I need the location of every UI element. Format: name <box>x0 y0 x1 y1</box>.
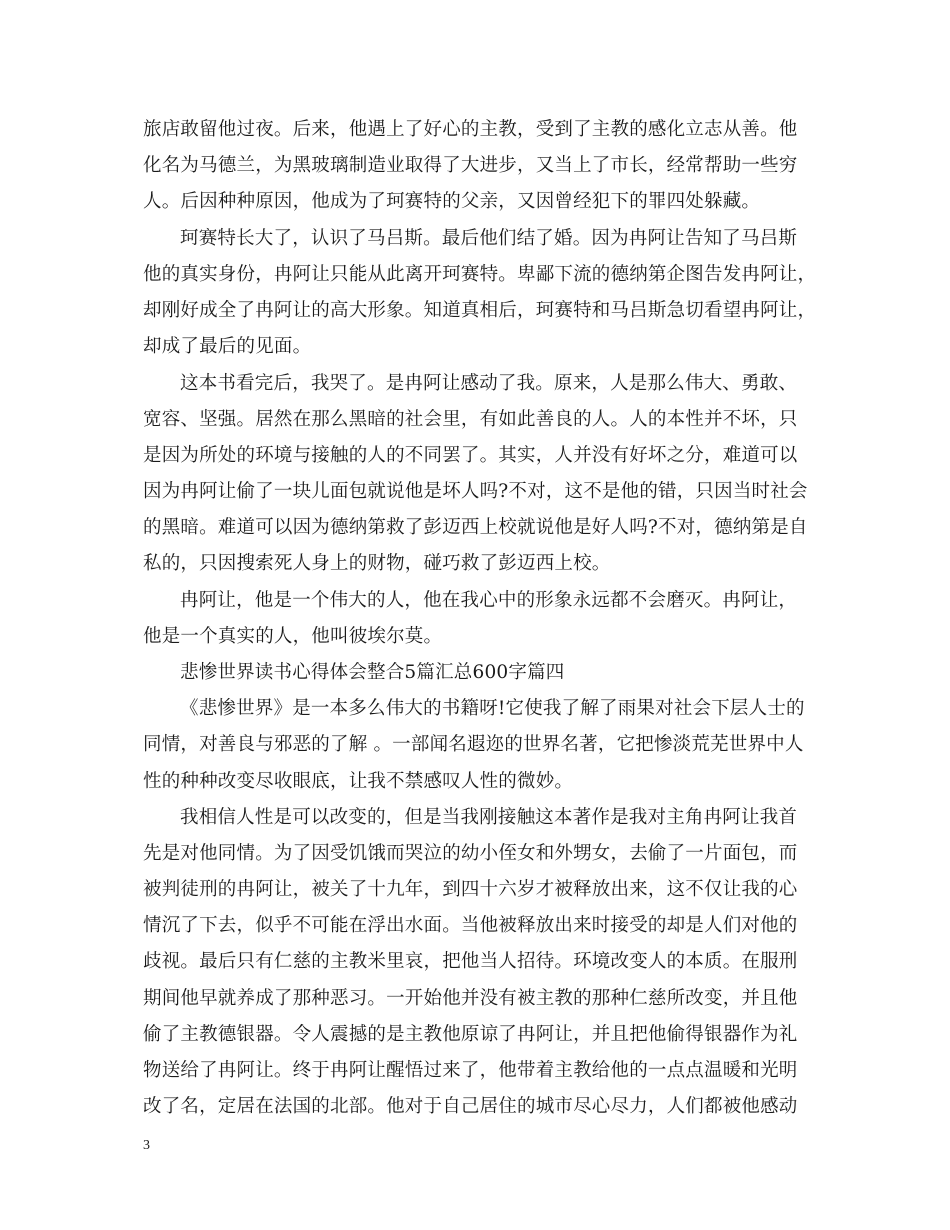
text-line: 是因为所处的环境与接触的人的不同罢了。其实，人并没有好坏之分，难道可以 <box>143 445 798 466</box>
text-line: 宽容、坚强。居然在那么黑暗的社会里，有如此善良的人。人的本性并不坏，只 <box>143 409 798 430</box>
text-line: 他的真实身份，冉阿让只能从此离开珂赛特。卑鄙下流的德纳第企图告发冉阿让， <box>143 264 817 285</box>
text-line: 偷了主教德银器。令人震撼的是主教他原谅了冉阿让，并且把他偷得银器作为礼 <box>143 1024 798 1045</box>
text-line: 旅店敢留他过夜。后来，他遇上了好心的主教，受到了主教的感化立志从善。他 <box>143 119 798 140</box>
paragraph-first-line: 我相信人性是可以改变的，但是当我刚接触这本著作是我对主角冉阿让我首 <box>180 807 798 828</box>
text-line: 却刚好成全了冉阿让的高大形象。知道真相后，珂赛特和马吕斯急切看望冉阿让， <box>143 300 817 321</box>
text-line: 性的种种改变尽收眼底，让我不禁感叹人性的微妙。 <box>143 771 574 792</box>
text-line: 被判徒刑的冉阿让，被关了十九年，到四十六岁才被释放出来，这不仅让我的心 <box>143 879 798 900</box>
text-line: 人。后因种种原因，他成为了珂赛特的父亲，又因曾经犯下的罪四处躲藏。 <box>143 191 761 212</box>
text-line: 先是对他同情。为了因受饥饿而哭泣的幼小侄女和外甥女，去偷了一片面包，而 <box>143 843 798 864</box>
text-line: 因为冉阿让偷了一块儿面包就说他是坏人吗?不对，这不是他的错，只因当时社会 <box>143 481 808 502</box>
paragraph-first-line: 《悲惨世界》是一本多么伟大的书籍呀!它使我了解了雨果对社会下层人士的 <box>180 698 805 719</box>
text-line: 物送给了冉阿让。终于冉阿让醒悟过来了，他带着主教给他的一点点温暖和光明 <box>143 1060 798 1081</box>
text-line: 歧视。最后只有仁慈的主教米里哀，把他当人招待。环境改变人的本质。在服刑 <box>143 951 798 972</box>
text-line: 情沉了下去，似乎不可能在浮出水面。当他被释放出来时接受的却是人们对他的 <box>143 915 798 936</box>
text-line: 却成了最后的见面。 <box>143 336 312 357</box>
text-line: 私的，只因搜索死人身上的财物，碰巧救了彭迈西上校。 <box>143 553 611 574</box>
text-line: 改了名，定居在法国的北部。他对于自己居住的城市尽心尽力，人们都被他感动 <box>143 1096 798 1117</box>
text-line: 同情，对善良与邪恶的了解 。一部闻名遐迩的世界名著，它把惨淡荒芜世界中人 <box>143 734 804 755</box>
section-heading: 悲惨世界读书心得体会整合5篇汇总600字篇四 <box>180 662 565 683</box>
page-number: 3 <box>143 1138 150 1153</box>
paragraph-first-line: 珂赛特长大了，认识了马吕斯。最后他们结了婚。因为冉阿让告知了马吕斯 <box>180 228 798 249</box>
text-line: 的黑暗。难道可以因为德纳第救了彭迈西上校就说他是好人吗?不对，德纳第是自 <box>143 517 808 538</box>
paragraph-first-line: 冉阿让，他是一个伟大的人，他在我心中的形象永远都不会磨灭。冉阿让， <box>180 590 798 611</box>
text-line: 期间他早就养成了那种恶习。一开始他并没有被主教的那种仁慈所改变，并且他 <box>143 988 798 1009</box>
text-line: 化名为马德兰，为黑玻璃制造业取得了大进步，又当上了市长，经常帮助一些穷 <box>143 155 798 176</box>
paragraph-first-line: 这本书看完后，我哭了。是冉阿让感动了我。原来，人是那么伟大、勇敢、 <box>180 373 798 394</box>
text-line: 他是一个真实的人，他叫彼埃尔莫。 <box>143 626 443 647</box>
